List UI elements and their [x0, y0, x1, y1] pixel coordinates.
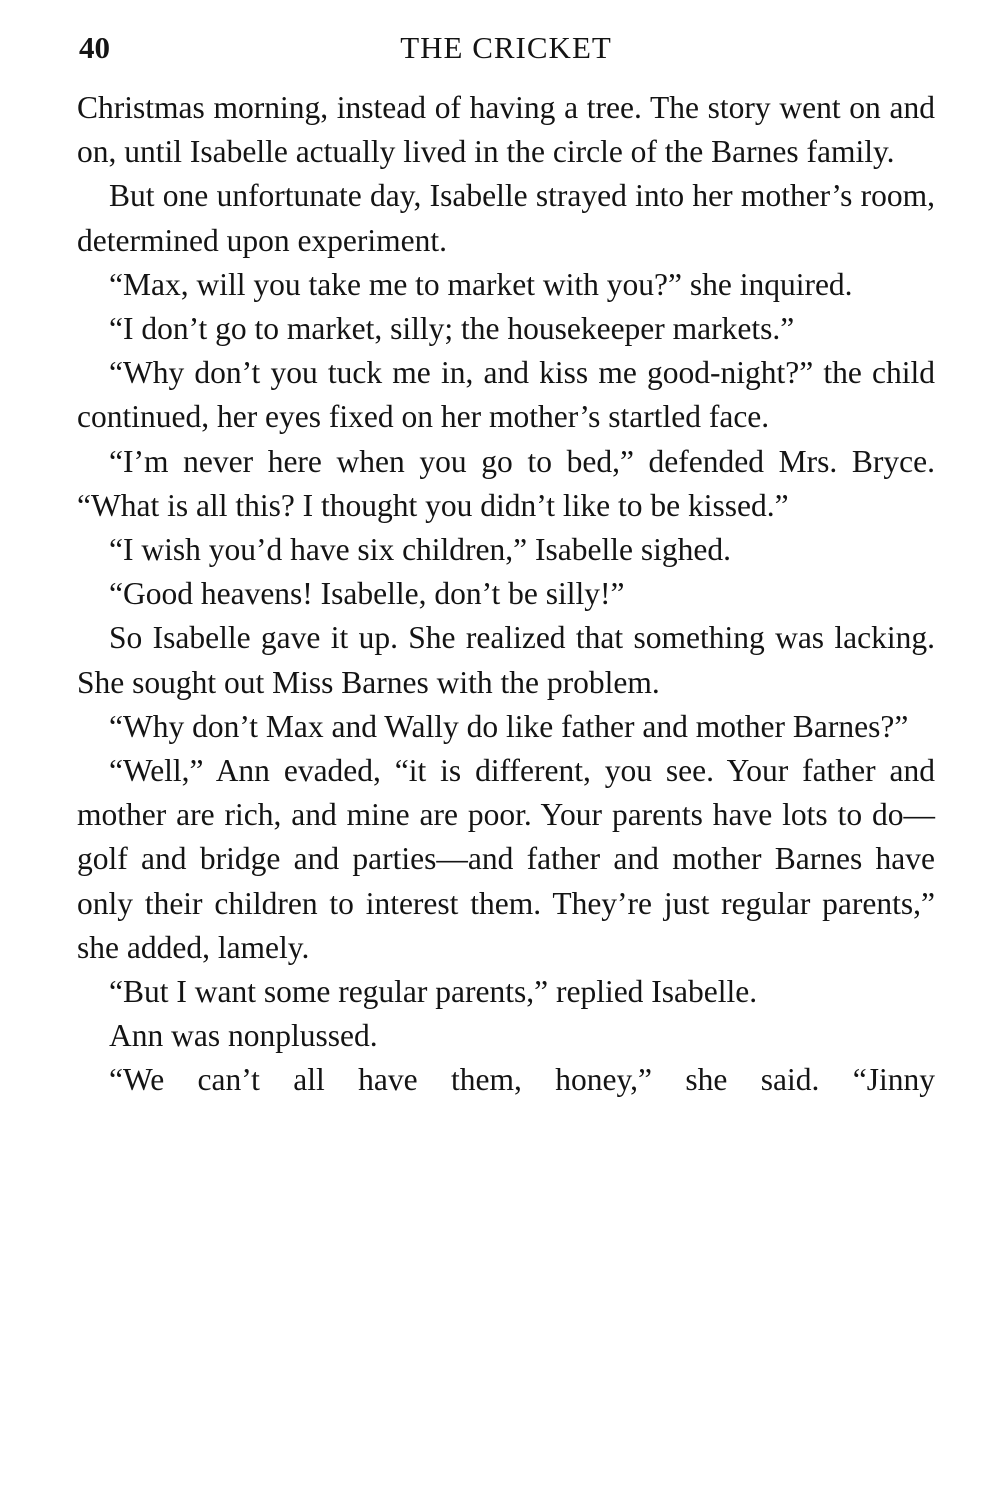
paragraph: “We can’t all have them, honey,” she said. “Jinny: [109, 1062, 935, 1098]
body-text: [77, 86, 935, 1103]
page-number: 40: [79, 30, 110, 65]
running-title: THE CRICKET: [400, 30, 612, 65]
paragraph: “Good heavens! Isabelle, don’t be silly!”: [109, 576, 625, 612]
book-page: [77, 28, 935, 1103]
paragraph: “I don’t go to market, silly; the housekeeper markets.”: [109, 311, 795, 347]
paragraph: Ann was nonplussed.: [109, 1018, 378, 1054]
paragraph: “Why don’t you tuck me in, and kiss me good-night?” the child continued, her eyes fixed on her mother’s startled face.: [77, 355, 935, 435]
paragraph: “Well,” Ann evaded, “it is different, you see. Your father and mother are rich, and mine are poor. Your parents have lots to do—golf and bridge and parties—and father and mother Barnes have only their children to interest them. They’re just regular parents,” she added, lamely.: [77, 753, 935, 965]
paragraph: “But I want some regular parents,” replied Isabelle.: [109, 974, 758, 1010]
paragraph: Christmas morning, instead of having a tree. The story went on and on, until Isabelle actually lived in the circle of the Barnes family.: [77, 90, 935, 170]
paragraph: “I wish you’d have six children,” Isabelle sighed.: [109, 532, 731, 568]
paragraph: “Max, will you take me to market with you?” she inquired.: [109, 266, 853, 302]
paragraph: So Isabelle gave it up. She realized that something was lacking. She sought out Miss Barnes with the problem.: [77, 620, 935, 700]
paragraph: “I’m never here when you go to bed,” defended Mrs. Bryce. “What is all this? I thought you didn’t like to be kissed.”: [77, 443, 935, 523]
paragraph: But one unfortunate day, Isabelle strayed into her mother’s room, determined upon experiment.: [77, 178, 935, 258]
page-header: [77, 28, 935, 72]
paragraph: “Why don’t Max and Wally do like father and mother Barnes?”: [109, 708, 909, 744]
